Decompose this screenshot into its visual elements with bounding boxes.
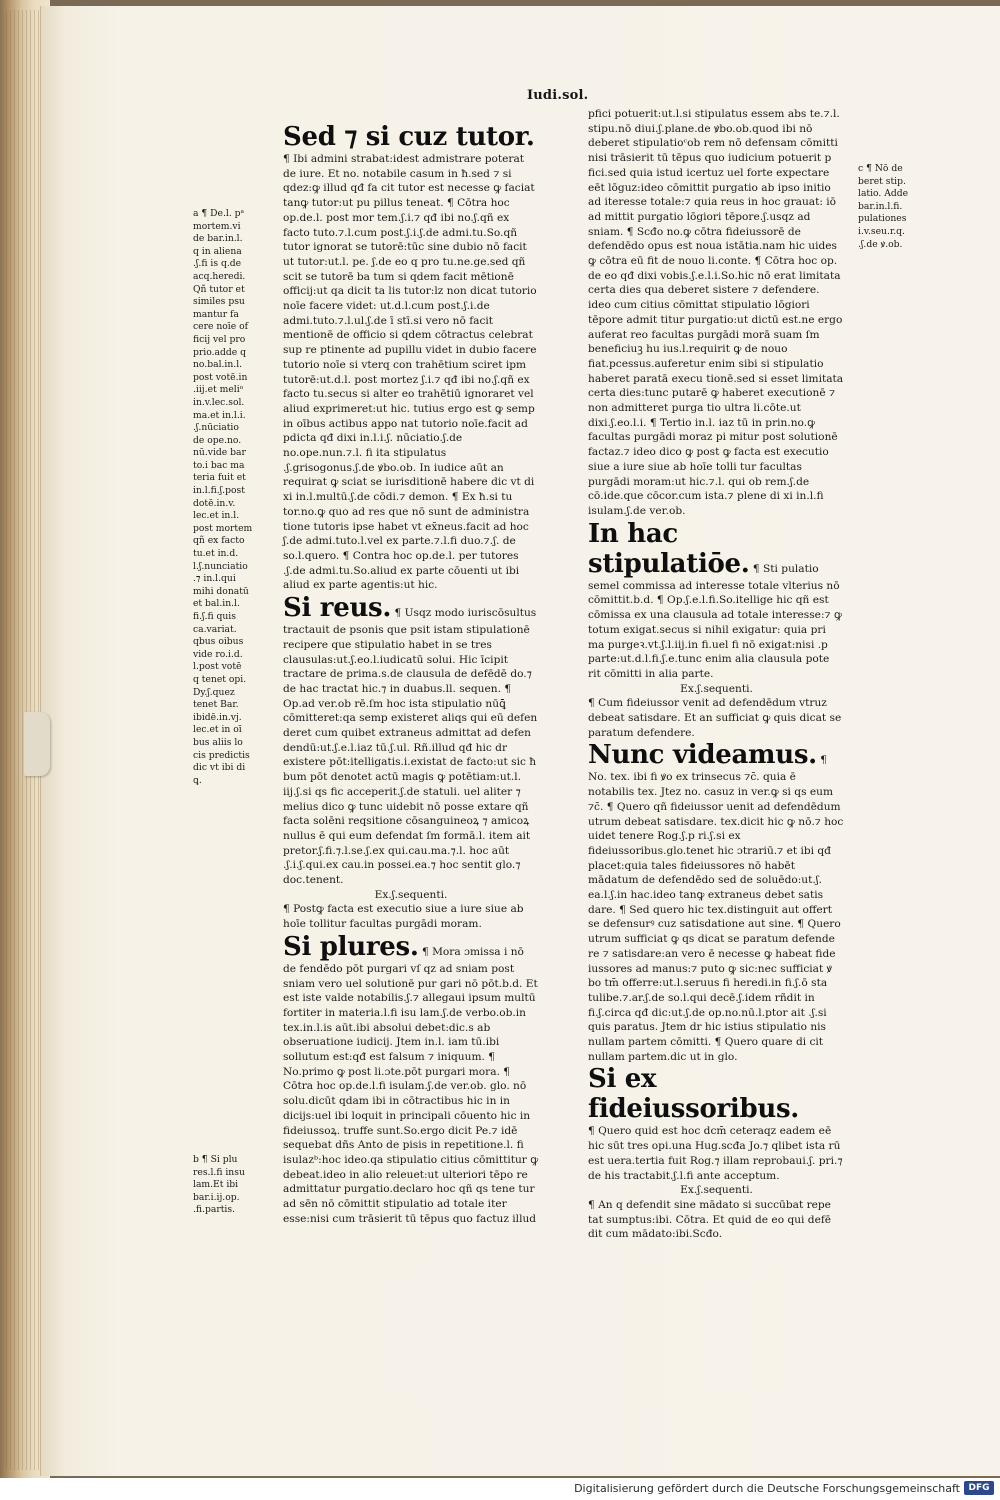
marginal-gloss-b: b ¶ Si plu res.l.fi insu lam.Et ibi bar.i.ij.op. .fi.partis.	[193, 1154, 245, 1216]
right-paragraph-2: In hac stipulatiōe. ¶ Sti pulatio semel commissa ad interesse totale vlterius nō cōmittit.b.d. ¶ Op.ʃ.e.l.fi.So.itellige hic qñ est cōmissa ex una clausula ad totale interesse:⁊ ꝙ totum exigat.secus si nihil exigatur: quia pri ma purgeꝛ.vt.ʃ.l.iij.in fi.uel fi nō exigat:nisi .p parte:ut.d.l.fi.ʃ.e.tunc enim alia clausula pote rit cōmitti in alia parte.	[588, 518, 842, 680]
right-paragraph-8: Ex.ʃ.sequenti.	[680, 1184, 753, 1197]
section-lemma: Sed ⁊ si cuz tutor.	[283, 122, 535, 152]
right-paragraph-7: ¶ Quero quid est hoc dcm̄ ceteraqz eadem eē hic sūt tres opi.una Hug.scđa Jo.⁊ qlibet ista rū est uera.tertia fuit Rog.⁊ illam reprobaui.ʃ. pri.⁊ de his tractabit.ʃ.l.fi ante acceptum.	[588, 1125, 843, 1182]
left-paragraph-5: Si plures. ¶ Mora ɔmissa i nō de fendēdo pōt purgari vſ qz ad sniam post sniam vero uel solutionē pur gari nō pōt.b.d. Et est iste valde notabilis.ʃ.⁊ allegaui ipsum multū fortiter in materia.l.fi isu lam.ʃ.de verbo.ob.in tex.in.l.is aūt.ibi absolui debet:dic.s ab obseruatione iudicij. Jtem in.l. iam tū.ibi sollutum est:qđ est falsum ⁊ iniquum. ¶ No.primo ꝙ post li.ɔte.pōt purgari mora. ¶ Cōtra hoc op.de.l.fi isulam.ʃ.de ver.ob. glo. nō solu.dicūt qdam ibi in cōtractibus hic in in dicijs:uel ibi loquit in principali cōuento hic in fideiussoꝝ. truffe sunt.So.ergo dicit Pe.⁊ idē sequebat dñs Anto de pisis in repetitione.l. fi isulazᵇ:hoc ideo.qa stipulatio citius cōmittitur ꝙ debeat.ideo in alio releuet:ut ulteriori tēpo re admittatur purgatio.declaro hoc qñ qs tene tur ad sēn nō cōmittit stipulatio ad totale iter esse:nisi cum trāsierit tū tēpus quo factuz illud	[283, 931, 539, 1225]
left-paragraph-3: Ex.ʃ.sequenti.	[374, 888, 448, 901]
section-lemma: In hac stipulatiōe.	[588, 518, 750, 579]
right-paragraph-3: Ex.ʃ.sequenti.	[680, 682, 753, 695]
section-lemma: Si reus.	[283, 593, 392, 624]
right-paragraph-5: Nunc videamus. ¶ No. tex. ibi fi ꝟo ex trinsecus ⁊c̄. quia ē notabilis tex. Jtez no. casuz in ver.ꝙ si qs eum ⁊c̄. ¶ Quero qñ fideiussor uenit ad defendēdum utrum debeat satisdare. tex.dicit hic ꝙ nō.⁊ hoc uidet tenere Rog.ʃ.p ri.ʃ.si ex fideiussoribus.glo.tenet hic ɔtrariū.⁊ et ibi qđ placet:quia tales fideiussores nō habēt mādatum de defendēdo sed de soluēdo:ut.ʃ. ea.l.ʃ.in hac.ideo tanꝙ extraneus debet satis dare. ¶ Sed quero hic tex.distinguit aut offert se defensurꝰ cuz satisdatione aut sine. ¶ Quero utrum sufficiat ꝙ qs dicat se paratum defende re ⁊ satisdare:an vero ē necesse ꝙ habeat fide iussores ad manus:⁊ puto ꝙ sic:nec sufficiat ꝟ bo tm̄ offerre:ut.l.seruus fi heredi.in fi.ʃ.ō sta tulibe.⁊.ar.ʃ.de so.l.qui decē.ʃ.idem rñdit in fi.ʃ.circa qđ dic:ut.ʃ.de op.no.nū.l.ptor ait .ʃ.si quis paratus. Jtem dr hic istius stipulatio nis nullam partem cōmitti. ¶ Quero quare di cit nullam partem.dic ut in glo.	[588, 740, 844, 1063]
digitization-notice: Digitalisierung gefördert durch die Deutsche Forschungsgemeinschaft	[574, 1482, 960, 1495]
right-text-column	[588, 107, 845, 1242]
left-paragraph-1: Sed ⁊ si cuz tutor. ¶ Ibi admini strabat:idest admistrare poterat de iure. Et no. notabile casum in ħ.sed ⁊ si qdez:ꝙ illud qđ fa cit tutor est necesse ꝙ faciat tanꝙ tutor:ut pu pillus teneat. ¶ Cōtra hoc op.de.l. post mor tem.ʃ.i.⁊ qđ ibi no.ʃ.qñ ex facto tuto.⁊.l.cum post.ʃ.i.ʃ.de admi.tu.So.qñ tutor ignorat se tutorē:tūc sine dubio nō facit ut tutor:ut.l. pe. ʃ.de eo q pro tu.ne.ge.sed qñ scit se tutorē ba tum si qdem facit mētionē officij:ut qa dicit ta lis tutor:lz non dicat tutorio noīe facere videt: ut.d.l.cum post.ʃ.i.de admi.tuto.⁊.l.ul.ʃ.de ī stī.si vero nō facit mentionē de officio si qdem cōtractus celebrat sup re ptinente ad pupillu videt in dubio facere tutorio noīe si vterq con trahētium sciret ipm tutorē:ut.d.l. post mortez ʃ.i.⁊ qđ ibi no.ʃ.qñ ex facto tu.secus si alter eo trahētiū ignoraret vel aliud exprimeret:ut hic. tutius ergo est ꝙ semp in oībus actibus appo nat tutorio noīe.facit ad pdicta qđ dixi in.l.i.ʃ. nūciatio.ʃ.de no.ope.nun.⁊.l. fi ita stipulatus .ʃ.grisogonus.ʃ.de ꝟbo.ob. In iudice aūt an requirat ꝙ sciat se iurisditionē habere dic vt di xi in.l.multū.ʃ.de cōdi.⁊ demon. ¶ Ex ħ.si tu tor.no.ꝙ quo ad res que nō sunt de administra tione tutoris ipse habet vt ex̄neus.facit ad hoc ʃ.de admi.tuto.l.vel ex parte.⁊.l.fi duo.⁊.ʃ. de so.l.quero. ¶ Contra hoc op.de.l. per tutores .ʃ.de admi.tu.So.aliud ex parte cōuenti ut ibi aliud ex parte agentis:ut hic.	[283, 122, 537, 592]
section-lemma: Si ex fideiussoribus.	[588, 1064, 800, 1125]
dfg-logo-icon: DFG	[964, 1481, 994, 1495]
left-text-column	[283, 122, 539, 1227]
section-lemma: Nunc videamus.	[588, 740, 817, 771]
marginal-gloss-a: a ¶ De.l. pᵃ mortem.vi de bar.in.l. q in aliena .ʃ.fi is q.de acq.heredi. Qñ tutor et similes psu mantur fa cere noīe of ficij vel pro prio.adde q no.bal.in.l. post votē.in .iij.et meliᵒ in.v.lec.sol. ma.et in.l.i. .ʃ.nūciatio de ope.no. nū.vide bar to.i bac ma teria fuit et in.l.fi.ʃ.post dotē.in.v. lec.et in.l. post mortem qñ ex facto tu.et in.d. l.ʃ.nunciatio .⁊ in.l.qui mihi donatū et bal.in.l. fi.ʃ.fi quis ca.variat. qbus oibus vide ro.i.d. l.post votē q tenet opi. Dy.ʃ.quez tenet Bar. ibidē.in.vj. lec.et in oī bus aliis lo cis predictis dic vt ibi di ꝗ.	[193, 208, 253, 786]
marginal-gloss-c: c ¶ Nō de beret stip. latio. Adde bar.in.l.fi. pulationes i.v.seu.r.q. .ʃ.de ꝟ.ob.	[858, 163, 909, 250]
section-lemma: Si plures.	[283, 931, 419, 962]
page-clip-marker	[24, 712, 50, 776]
right-paragraph-4: ¶ Cum fideiussor venit ad defendēdum vtruz debeat satisdare. Et an sufficiat ꝙ quis dicat se paratum defendere.	[588, 697, 842, 739]
left-paragraph-2: Si reus. ¶ Usqz modo iuriscōsultus tractauit de psonis que psit istam stipulationē recipere que stipulatio habet in se tres clausulas:ut.ʃ.eo.l.iudicatū solui. Hic īcipit tractare de prima.s.de clausula de defēdē do.⁊ de hac tractat hic.⁊ in duabus.ll. sequen. ¶ Op.ad ver.ob rē.ſm hoc ista stipulatio nūꝗ̄ cōmitteret:qa semp existeret aliqs qui eū defen deret cum quibet extraneus admittat ad defen dendū:ut.ʃ.e.l.iaz tū.ʃ.ul. Rñ.illud qđ hic dr existere pōt:itelligatis.i.existat de facto:ut sic ħ bum pōt denotet actū magis ꝙ potētiam:ut.l. iij.ʃ.si qs fic acceperit.ʃ.de statuli. uel aliter ⁊ melius dico ꝙ tunc uidebit nō posse extare qñ facta solēni reqsitione cōsanguineoꝝ ⁊ amicoꝝ nullus ē qui eum defendat ſm formā.l. item ait pretor.ʃ.fi.⁊.l.se.ʃ.ex qui.cau.ma.⁊.l. hoc aūt .ʃ.i.ʃ.qui.ex cau.in possei.ea.⁊ hoc sentit glo.⁊ doc.tenent.	[283, 593, 538, 887]
right-paragraph-6	[588, 1064, 845, 1124]
left-paragraph-4: ¶ Postꝙ facta est executio siue a iure siue ab hoīe tollitur facultas purgādi moram.	[283, 903, 524, 931]
right-paragraph-1: pfici potuerit:ut.l.si stipulatus essem abs te.⁊.l. stipu.nō diui.ʃ.plane.de ꝟbo.ob.quod ibi nō deberet stipulatioᶜob rem nō defensam cōmitti nisi trāsierit tū tēpus quo iudicium potuerit p fici.sed quia istud icertuz uel forte expectare eēt lōguz:ideo cōmittit purgatio ab ipso initio ad iteresse totale:⁊ quia reus in hoc grauat: iō ad mittit purgatio lōgiori tēpore.ʃ.usqz ad sniam. ¶ Scđo no.ꝙ cōtra fideiussorē de defendēdo opus est noua istātia.nam hic uides ꝙ cōtra eū fit de nouo li.conte. ¶ Cōtra hoc op. de eo qđ dixi vobis.ʃ.e.l.i.So.hic nō erat limitata certa dies qua deberet sistere ⁊ defendere. ideo cum citius cōmittat stipulatio lōgiori tēpore admit titur purgatio:ut dictū est.ne ergo auferat reo facultas purgādi morā suam ſm beneficiuꝫ hu ius.l.requirit ꝙ de nouo fiat.pcessus.auferetur enim sibi si stipulatio haberet paratā execu tionē.sed si esset limitata certa dies:tunc putarē ꝙ haberet executionē ⁊ non admitteret purga tio ultra li.cōte.ut dixi.ʃ.eo.l.i. ¶ Tertio in.l. iaz tū in prin.no.ꝙ facultas purgādi moraz pi mitur post solutionē factaz.⁊ ideo dico ꝙ post ꝙ facta est executio siue a iure siue ab hoīe tolli tur facultas purgādi moram:ut hic.⁊.l. qui ob rem.ʃ.de cō.ide.que cōcor.cum ista.⁊ plene di xi in.l.fi isulam.ʃ.de ver.ob.	[588, 108, 844, 517]
right-paragraph-9: ¶ An q defendit sine mādato si succūbat repe tat sumptus:ibi. Cōtra. Et quid de eo qui defē dit cum mādato:ibi.Scđo.	[588, 1199, 832, 1241]
running-title: Iudi.sol.	[527, 88, 589, 103]
